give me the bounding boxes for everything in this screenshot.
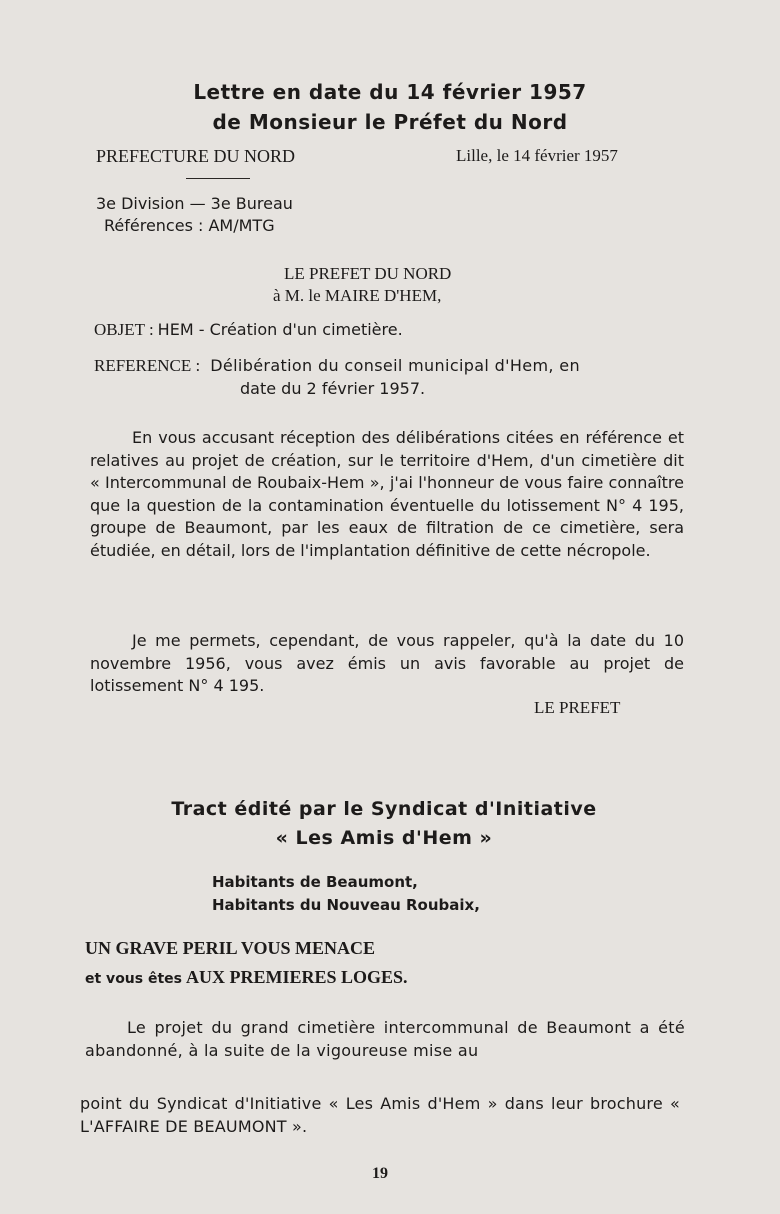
reference-line — [94, 356, 580, 376]
tract-title-line-2: « Les Amis d'Hem » — [275, 827, 493, 849]
reference-text-2: date du 2 février 1957. — [240, 379, 426, 398]
place-and-date: Lille, le 14 février 1957 — [456, 146, 618, 165]
tract-paragraph-text: Le projet du grand cimetière intercommunal de Beaumont a été abandonné, à la suite de la vigoureuse mise au — [85, 1018, 685, 1060]
addressee-line-1: LE PREFET DU NORD — [284, 264, 452, 283]
division-line: 3e Division — 3e Bureau — [96, 194, 293, 213]
letter-title-line-1: Lettre en date du 14 février 1957 — [193, 80, 587, 104]
greeting-line-1: Habitants de Beaumont, — [212, 873, 418, 891]
letter-paragraph-2 — [90, 630, 684, 698]
signature: LE PREFET — [534, 698, 621, 717]
objet-label: OBJET : — [94, 320, 154, 339]
warning-caps: AUX PREMIERES LOGES. — [186, 967, 408, 987]
references-line: Références : AM/MTG — [104, 216, 275, 235]
letter-paragraph-2-text: Je me permets, cependant, de vous rappeler, qu'à la date du 10 novembre 1956, vous avez émis un avis favorable au projet de lotissement N° 4 195. — [90, 631, 684, 696]
objet-text: HEM - Création d'un cimetière. — [157, 320, 403, 339]
tract-continuation — [80, 1093, 680, 1138]
letter-paragraph-1 — [90, 427, 684, 563]
page-number: 19 — [372, 1165, 388, 1182]
tract-paragraph — [85, 1017, 685, 1062]
letter-title-line-2: de Monsieur le Préfet du Nord — [212, 110, 568, 134]
greeting-line-2: Habitants du Nouveau Roubaix, — [212, 896, 480, 914]
prefecture-name: PREFECTURE DU NORD — [96, 146, 296, 166]
separator-rule — [186, 178, 250, 179]
letter-paragraph-1-text: En vous accusant réception des délibérations citées en référence et relatives au projet de création, sur le territoire d'Hem, d'un cimetière dit « Intercommunal de Roubaix-Hem », j'ai l'honneur de vous faire connaître que la question de la contamination éventuelle du lotissement N° 4 195, groupe de Beaumont, par les eaux de filtration de ce cimetière, sera étudiée, en détail, lors de l'implantation définitive de cette nécropole. — [90, 428, 684, 560]
reference-label: REFERENCE : — [94, 356, 201, 375]
warning-line-2 — [85, 967, 408, 988]
addressee-line-2: à M. le MAIRE D'HEM, — [273, 286, 442, 305]
reference-text-1: Délibération du conseil municipal d'Hem, en — [210, 356, 580, 375]
objet-line — [94, 320, 403, 340]
tract-continuation-text: point du Syndicat d'Initiative « Les Amis d'Hem » dans leur brochure « L'AFFAIRE DE BEAUMONT ». — [80, 1094, 680, 1136]
warning-line-1: UN GRAVE PERIL VOUS MENACE — [85, 938, 376, 958]
tract-title-line-1: Tract édité par le Syndicat d'Initiative — [171, 798, 597, 820]
warning-prefix: et vous êtes — [85, 971, 182, 987]
